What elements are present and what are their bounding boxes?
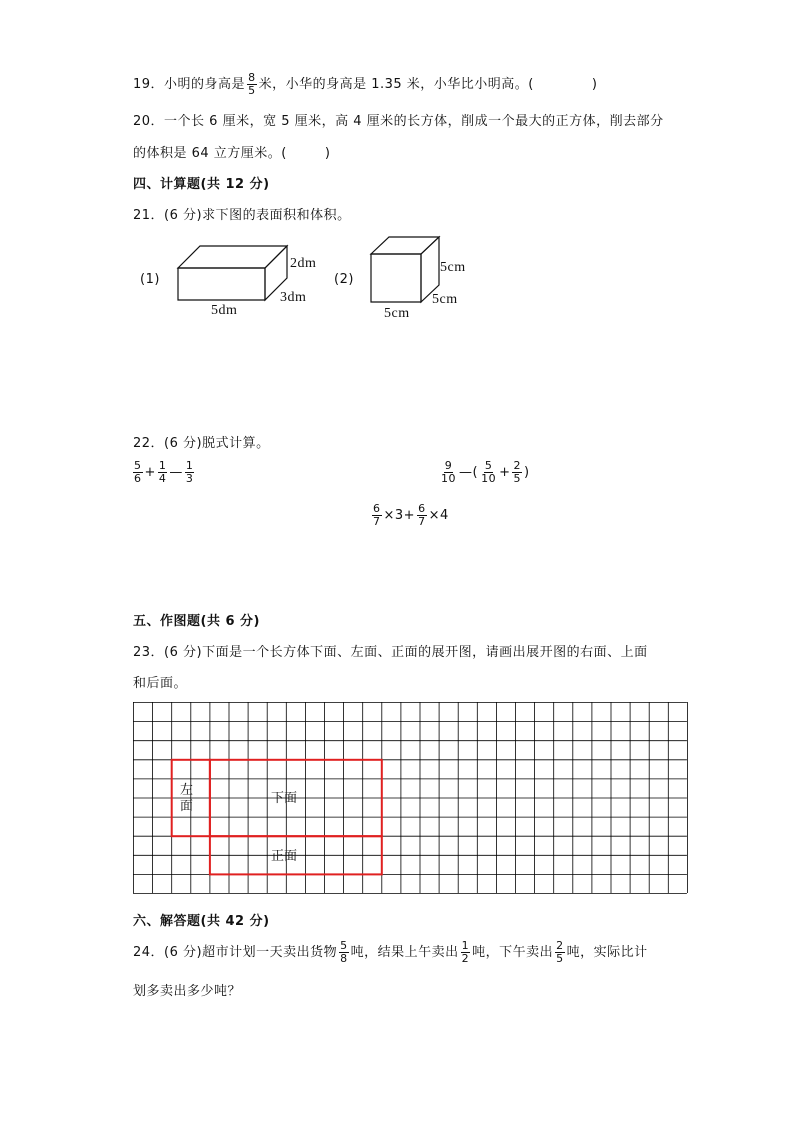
q19-text-a: 小明的身高是 [164, 77, 246, 92]
fig2-front-label: 5cm [384, 306, 410, 321]
expr1-frac-a: $\frac{5}{6}$ [134, 459, 142, 485]
q24-frac-1: $\frac{5}{8}$ [340, 939, 348, 965]
question-20-line2 [133, 142, 330, 161]
question-24-line2: 划多卖出多少吨？ [133, 984, 242, 999]
q19-text-b: 米，小华的身高是 1.35 米，小华比小明高。( [258, 77, 534, 92]
expr2-frac-c: $\frac{2}{5}$ [513, 459, 521, 485]
section-6-title: 六、解答题(共 42 分) [133, 914, 270, 929]
fig2-label: (2) [334, 272, 354, 287]
section-5-title: 五、作图题(共 6 分) [133, 614, 260, 629]
left-face-label-top: 左 [180, 783, 194, 798]
fig1-height-label: 2dm [290, 256, 317, 271]
cuboid-figure [170, 240, 320, 325]
expr1-frac-c: $\frac{1}{3}$ [185, 459, 194, 485]
expr2-frac-b: $\frac{5}{10}$ [481, 459, 497, 485]
fig2-height-label: 5cm [440, 260, 466, 275]
question-24-line1: 24．(6 分)超市计划一天卖出货物 $\frac{5}{8}$ 吨，结果上午卖出 $\frac{1}{2}$ 吨，下午卖出 $\frac{2}{5}$ 吨，实际比计 [133, 939, 648, 965]
q19-number: 19． [133, 77, 165, 92]
expr2-frac-a: $\frac{9}{10}$ [441, 459, 456, 485]
expression-1: $\frac{5}{6}$ + $\frac{1}{4}$ — $\frac{1}{3}$ [134, 459, 194, 485]
expr1-frac-b: $\frac{1}{4}$ [158, 459, 167, 485]
q19-close: ) [591, 77, 598, 92]
fig1-length-label: 5dm [211, 303, 238, 318]
expression-3: $\frac{6}{7}$ ×3+ $\frac{6}{7}$ ×4 [373, 502, 449, 528]
expr3-frac-a: $\frac{6}{7}$ [373, 502, 381, 528]
section-4-title: 四、计算题(共 12 分) [133, 177, 270, 192]
expr3-frac-b: $\frac{6}{7}$ [418, 502, 426, 528]
q19-fraction: $\frac{8}{5}$ [248, 71, 256, 97]
question-22: 22．(6 分)脱式计算。 [133, 436, 270, 451]
q20-close: ) [324, 146, 331, 161]
grid-svg [133, 702, 689, 894]
left-face-label-bottom: 面 [180, 799, 194, 814]
question-23-line2: 和后面。 [133, 676, 188, 691]
question-19 [133, 72, 597, 97]
expression-2: $\frac{9}{10}$ —( $\frac{5}{10}$ + $\frac{2}{5}$ ) [441, 459, 530, 485]
fig2-side-label: 5cm [432, 292, 458, 307]
q24-frac-2: $\frac{1}{2}$ [461, 939, 470, 965]
question-23-line1: 23．(6 分)下面是一个长方体下面、左面、正面的展开图，请画出展开图的右面、上面 [133, 645, 648, 660]
fig1-width-label: 3dm [280, 290, 307, 305]
question-21: 21．(6 分)求下图的表面积和体积。 [133, 208, 351, 223]
q20-line2-text: 的体积是 64 立方厘米。( [133, 146, 287, 161]
front-face-label: 正面 [271, 849, 298, 864]
q24-frac-3: $\frac{2}{5}$ [556, 939, 564, 965]
bottom-face-label: 下面 [271, 791, 298, 806]
unfold-grid[interactable] [133, 702, 689, 898]
question-20-line1: 20．一个长 6 厘米，宽 5 厘米，高 4 厘米的长方体，削成一个最大的正方体，削去部分 [133, 114, 664, 129]
fig1-label: (1) [140, 272, 160, 287]
